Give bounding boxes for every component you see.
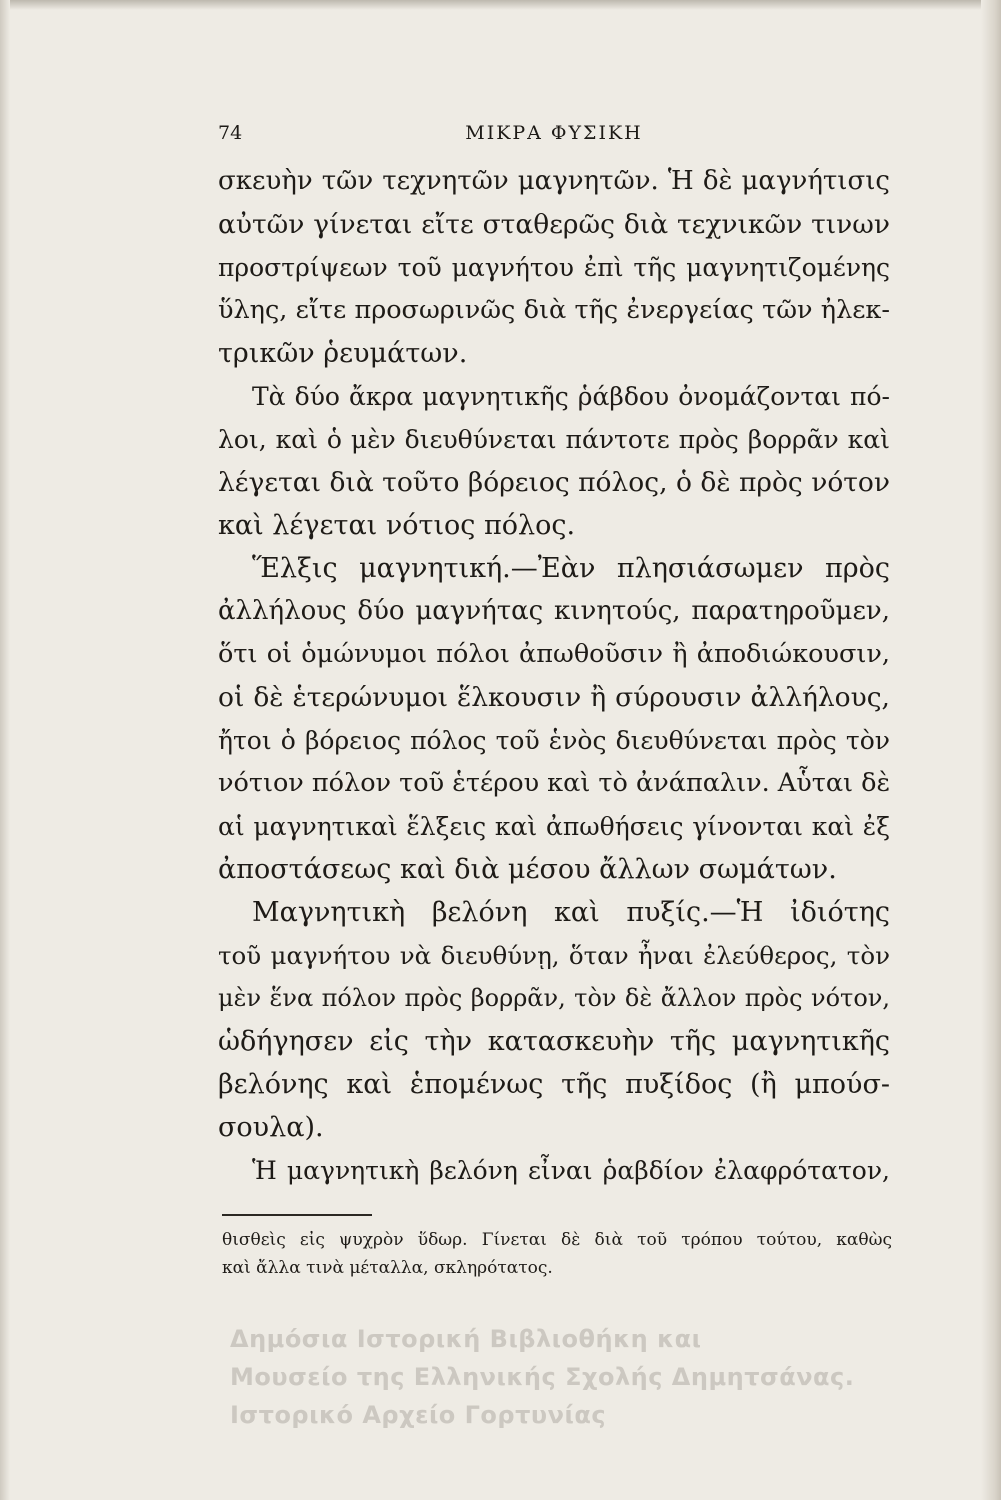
text-line: τοῦ μαγνήτου νὰ διευθύνῃ, ὅταν ἦναι ἐλεύθερος, τὸν [218,941,890,970]
footnote-line: θισθεὶς εἰς ψυχρὸν ὕδωρ. Γίνεται δὲ διὰ τοῦ τρόπου τούτου, καθὼς [222,1230,892,1250]
page-number: 74 [218,122,243,144]
footnote-divider [222,1214,372,1216]
section-heading-line: Μαγνητικὴ βελόνη καὶ πυξίς.—Ἡ ἰδιότης [252,897,890,928]
watermark-line: Δημόσια Ιστορική Βιβλιοθήκη και [230,1325,702,1353]
footnote [222,1226,892,1282]
text-line: λέγεται διὰ τοῦτο βόρειος πόλος, ὁ δὲ πρὸς νότον [218,467,890,498]
watermark-line: Ιστορικό Αρχείο Γορτυνίας [230,1401,607,1429]
text-line: βελόνης καὶ ἑπομένως τῆς πυξίδος (ἢ μπούσ- [218,1069,890,1100]
text-line: αὐτῶν γίνεται εἴτε σταθερῶς διὰ τεχνικῶν τινων [218,209,890,240]
text-line: τρικῶν ῥευμάτων. [218,338,468,369]
section-heading-line: Ἕλξις μαγνητική.—Ἐὰν πλησιάσωμεν πρὸς [252,553,890,584]
page-top-edge-shadow [0,0,1001,10]
page-right-edge-shadow [981,0,1001,1500]
text-line: ἀλλήλους δύο μαγνήτας κινητούς, παρατηροῦμεν, [218,596,890,626]
text-line: ὕλης, εἴτε προσωρινῶς διὰ τῆς ἐνεργείας τῶν ἠλεκ- [218,295,890,325]
text-line: Τὰ δύο ἄκρα μαγνητικῆς ῥάβδου ὀνομάζονται πό- [252,382,890,411]
text-line: ἤτοι ὁ βόρειος πόλος τοῦ ἑνὸς διευθύνεται πρὸς τὸν [218,726,890,755]
text-line: αἱ μαγνητικαὶ ἕλξεις καὶ ἀπωθήσεις γίνονται καὶ ἐξ [218,812,890,841]
watermark-line: Μουσείο της Ελληνικής Σχολής Δημητσάνας. [230,1363,855,1391]
library-watermark [230,1320,950,1434]
text-line: καὶ λέγεται νότιος πόλος. [218,510,576,541]
page-header [218,122,890,152]
running-title: ΜΙΚΡΑ ΦΥΣΙΚΗ [465,122,643,144]
page-left-edge-shadow [0,0,10,1500]
text-line: ὅτι οἱ ὁμώνυμοι πόλοι ἀπωθοῦσιν ἢ ἀποδιώκουσιν, [218,639,890,669]
text-line: ὡδήγησεν εἰς τὴν κατασκευὴν τῆς μαγνητικῆς [218,1026,890,1057]
text-line: οἱ δὲ ἑτερώνυμοι ἕλκουσιν ἢ σύρουσιν ἀλλήλους, [218,682,890,713]
text-line: μὲν ἕνα πόλον πρὸς βορρᾶν, τὸν δὲ ἄλλον πρὸς νότον, [218,984,890,1012]
footnote-line: καὶ ἄλλα τινὰ μέταλλα, σκληρότατος. [222,1258,553,1278]
text-line: σκευὴν τῶν τεχνητῶν μαγνητῶν. Ἡ δὲ μαγνήτισις [218,166,890,196]
text-line: σουλα). [218,1112,324,1143]
text-line: προστρίψεων τοῦ μαγνήτου ἐπὶ τῆς μαγνητιζομένης [218,253,890,282]
text-line: λοι, καὶ ὁ μὲν διευθύνεται πάντοτε πρὸς βορρᾶν καὶ [218,425,890,454]
body-text [218,160,890,1192]
text-line: ἀποστάσεως καὶ διὰ μέσου ἄλλων σωμάτων. [218,854,837,885]
text-line: Ἡ μαγνητικὴ βελόνη εἶναι ῥαβδίον ἐλαφρότατον, [252,1156,890,1185]
text-line: νότιον πόλον τοῦ ἑτέρου καὶ τὸ ἀνάπαλιν. Αὗται δὲ [218,768,891,798]
